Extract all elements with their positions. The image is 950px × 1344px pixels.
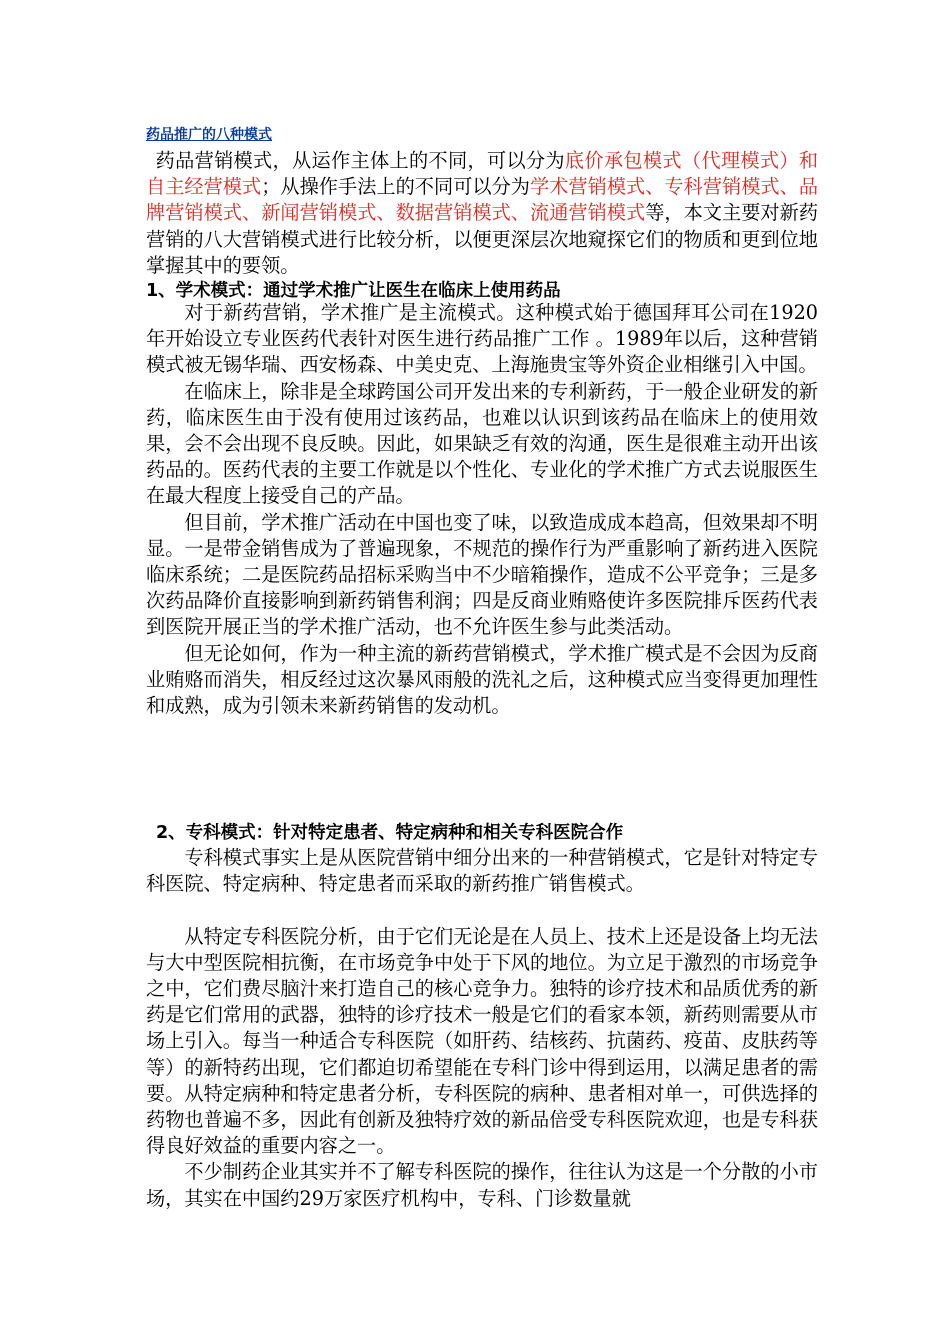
section-2-paragraph: 不少制药企业其实并不了解专科医院的操作，往往认为这是一个分散的小市场，其实在中国约29万家医疗机构中，专科、门诊数量就 — [146, 1160, 818, 1210]
section-1-body — [146, 300, 818, 719]
section-1-paragraph: 对于新药营销，学术推广是主流模式。这种模式始于德国拜耳公司在1920年开始设立专业医药代表针对医生进行药品推广工作 。1989年以后，这种营销模式被无锡华瑞、西安杨森、中美史克、上海施贵宝等外资企业相继引入中国。 — [146, 301, 818, 377]
intro-highlight-1: 底价承包模式（代理模式）和自主经营模式 — [146, 149, 819, 199]
section-1-paragraph: 但无论如何，作为一种主流的新药营销模式，学术推广模式是不会因为反商业贿赂而消失，相反经过这次暴风雨般的洗礼之后，这种模式应当变得更加理性和成熟，成为引领未来新药销售的发动机。 — [146, 641, 818, 718]
section-1-paragraph: 在临床上，除非是全球跨国公司开发出来的专利新药，于一般企业研发的新药，临床医生由于没有使用过该药品，也难以认识到该药品在临床上的使用效果，会不会出现不良反映。因此，如果缺乏有效的沟通，医生是很难主动开出该药品的。医药代表的主要工作就是以个性化、专业化的学术推广方式去说服医生在最大程度上接受自己的产品。 — [146, 379, 818, 508]
section-2-heading: 2、专科模式：针对特定患者、特定病种和相关专科医院合作 — [156, 823, 624, 843]
intro-text-2: ；从操作手法上的不同可以分为 — [261, 175, 531, 199]
section-2-paragraph: 从特定专科医院分析，由于它们无论是在人员上、技术上还是设备上均无法与大中型医院相抗衡，在市场竞争中处于下风的地位。为立足于激烈的市场竞争之中，它们费尽脑汁来打造自己的核心竞争力。独特的诊疗技术和品质优秀的新药是它们常用的武器，独特的诊疗技术一般是它们的看家本领，新药则需要从市场上引入。每当一种适合专科医院（如肝药、结核药、抗菌药、疫苗、皮肤药等等）的新特药出现，它们都迫切希望能在专科门诊中得到运用，以满足患者的需要。从特定病种和特定患者分析，专科医院的病种、患者相对单一，可供选择的药物也普遍不多，因此有创新及独特疗效的新品倍受专科医院欢迎，也是专科获得良好效益的重要内容之一。 — [146, 924, 818, 1158]
section-1-paragraph: 但目前，学术推广活动在中国也变了味，以致造成成本趋高，但效果却不明显。一是带金销售成为了普遍现象，不规范的操作行为严重影响了新药进入医院临床系统；二是医院药品招标采购当中不少暗箱操作，造成不公平竞争；三是多次药品降价直接影响到新药销售利润；四是反商业贿赂使许多医院排斥医药代表到医院开展正当的学术推广活动，也不允许医生参与此类活动。 — [146, 510, 818, 639]
intro-highlight-2: 学术营销模式、专科营销模式、品牌营销模式、新闻营销模式、数据营销模式、流通营销模式 — [146, 175, 819, 225]
intro-text-1: 药品营销模式，从运作主体上的不同，可以分为 — [155, 149, 565, 172]
section-1-heading: 1、学术模式：通过学术推广让医生在临床上使用药品 — [146, 281, 561, 301]
intro-text-3: 等，本文主要对新药营销的八大营销模式进行比较分析，以便更深层次地窥探它们的物质和更到位地掌握其中的要领。 — [146, 201, 819, 277]
paragraph-spacer — [146, 897, 818, 923]
section-2-paragraph: 专科模式事实上是从医院营销中细分出来的一种营销模式，它是针对特定专科医院、特定病种、特定患者而采取的新药推广销售模式。 — [146, 846, 818, 896]
document-title-link[interactable]: 药品推广的八种模式 — [146, 127, 272, 143]
intro-text — [146, 148, 818, 279]
intro-paragraph — [146, 148, 818, 279]
section-2-body — [146, 845, 818, 1212]
